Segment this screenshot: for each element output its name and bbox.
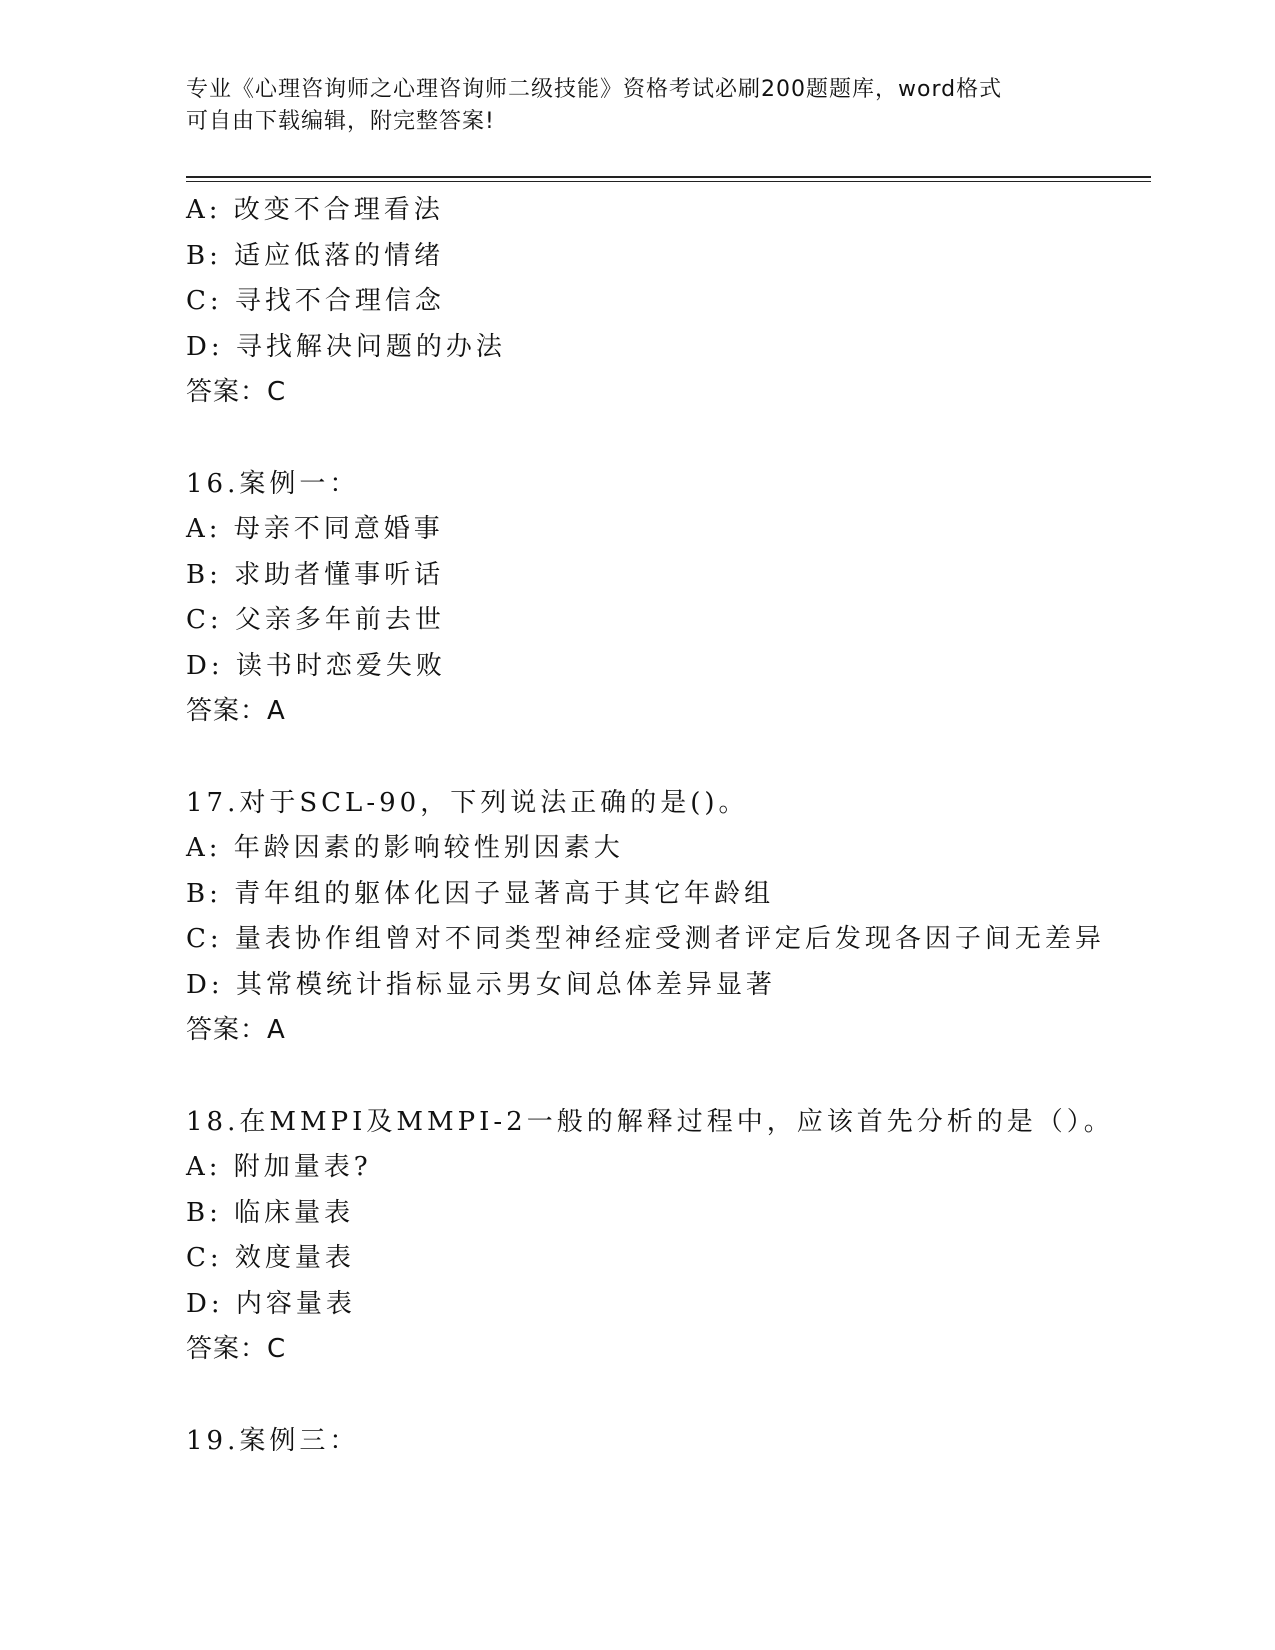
question-15	[186, 188, 1186, 416]
question-list	[186, 188, 1186, 1464]
question-19	[186, 1419, 1186, 1465]
option-d: D: 寻找解决问题的办法	[186, 331, 506, 362]
question-17	[186, 781, 1186, 1054]
option-a: A: 附加量表?	[186, 1152, 372, 1182]
question-stem: 19.案例三：	[186, 1425, 360, 1456]
header-title-line-2: 可自由下载编辑，附完整答案!	[186, 109, 495, 134]
question-stem: 17.对于SCL-90，下列说法正确的是()。	[186, 787, 749, 818]
spacer	[186, 735, 1186, 781]
option-a: A: 年龄因素的影响较性别因素大	[186, 833, 624, 863]
option-b: B: 求助者懂事听话	[186, 559, 445, 590]
header-divider-bottom	[186, 181, 1151, 182]
spacer	[186, 1054, 1186, 1100]
option-a: A: 母亲不同意婚事	[186, 514, 444, 544]
option-a: A: 改变不合理看法	[186, 195, 444, 225]
answer-line: 答案：A	[186, 1015, 286, 1045]
spacer	[186, 416, 1186, 462]
option-c: C: 父亲多年前去世	[186, 605, 445, 635]
answer-line: 答案：C	[186, 377, 287, 407]
answer-line: 答案：C	[186, 1334, 287, 1364]
option-d: D: 其常模统计指标显示男女间总体差异显著	[186, 969, 776, 1000]
option-c: C: 效度量表	[186, 1243, 355, 1273]
option-b: B: 青年组的躯体化因子显著高于其它年龄组	[186, 878, 775, 909]
question-16	[186, 462, 1186, 735]
option-b: B: 临床量表	[186, 1197, 355, 1228]
option-d: D: 读书时恋爱失败	[186, 650, 446, 681]
option-d: D: 内容量表	[186, 1288, 356, 1319]
header-divider-top	[186, 176, 1151, 178]
option-b: B: 适应低落的情绪	[186, 240, 445, 271]
option-c: C: 寻找不合理信念	[186, 286, 445, 316]
header-title-line-1: 专业《心理咨询师之心理咨询师二级技能》资格考试必刷200题题库，word格式	[186, 77, 1003, 102]
question-18	[186, 1100, 1186, 1373]
document-header	[186, 74, 1066, 138]
spacer	[186, 1373, 1186, 1419]
question-stem: 16.案例一：	[186, 468, 360, 499]
question-stem: 18.在MMPI及MMPI-2一般的解释过程中，应该首先分析的是（）。	[186, 1106, 1114, 1137]
answer-line: 答案：A	[186, 696, 286, 726]
option-c: C: 量表协作组曾对不同类型神经症受测者评定后发现各因子间无差异	[186, 924, 1105, 954]
